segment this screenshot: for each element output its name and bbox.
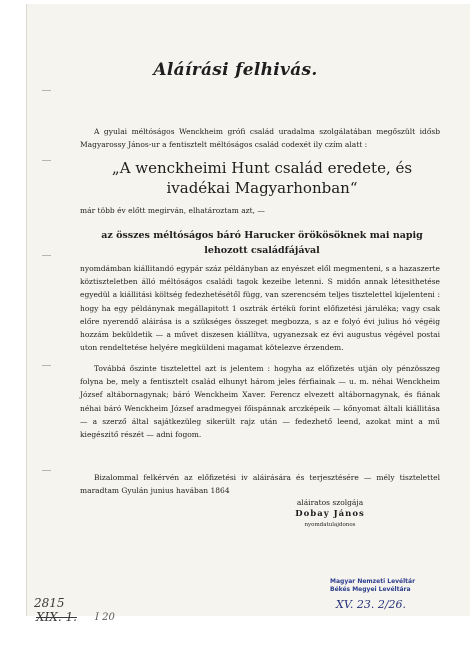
after-title-text: már több év előtt megirván, elhatároztam azt, — — [80, 206, 265, 215]
handwritten-code: XIX. 1. — [36, 610, 77, 624]
signature-block — [270, 497, 390, 530]
stamp-line: Magyar Nemzeti Levéltár — [330, 578, 416, 585]
document-title: Aláírási felhivás. — [153, 60, 318, 80]
signature-title: nyomdatulajdonos — [304, 522, 356, 528]
closing-paragraph: Bizalommal felkérvén az előfizetési iv aláirására és terjesztésére — mély tisztelettel maradtam Gyulán junius havában 1864 — [80, 473, 440, 496]
second-paragraph: Továbbá őszinte tisztelettel azt is jelentem : hogyha az előfizetés utján oly pénzösszeg folyna be, mely a fentisztelt család elhunyt három jeles férfiainak — u. m. néhai Wenckheim József altábornagynak; báró Wenckheim Xaver. Ferencz elvezett altábornagynak, és fiának néhai báró Wenckheim József aradmegyei főispánnak arczképeik — kőnyomat általi kiállitása — a szerző által sajátkezüleg sikerült rajz után — fedezhető leend, azokat mint a mű kiegészitő részét — adni fogom. — [80, 364, 440, 440]
margin-tick — [42, 90, 51, 91]
handwritten-number: 2815 — [34, 596, 65, 610]
signature-name: Dobay János — [295, 509, 365, 519]
margin-tick — [42, 470, 51, 471]
shelf-mark: XV. 23. 2/26. — [336, 598, 407, 611]
margin-tick — [42, 255, 51, 256]
margin-tick — [42, 365, 51, 366]
signature-line: aláiratos szolgája — [296, 498, 364, 507]
handwritten-note: I 20 — [95, 612, 115, 623]
main-paragraph: nyomdámban kiállitandó egypár száz példányban az enyészet elől megmenteni, s a hazaszerte köztiszteletben álló méltóságos családi tagok kezeibe letenni. S midőn annak létesithetése egyedül a kiállitási költség fedezhetésétől függ, van szerencsém teljes tisztelettel kijelenteni : hogy ha egy példánynak megállapitott 1 osztrák értékü forint előfizetési járuléka; vagy csak előre nyerendő aláirása is a szükséges összeget megbozza, s az e folyó évi julius hó végéig hozzám beküldetik — a művet diszesen kiállítva, ugyanezsak ez évi augustus végével postai uton rendeltetése helyére megküldeni magamat kötelezve érzendem. — [80, 264, 440, 353]
stamp-line: Békés Megyei Levéltára — [330, 586, 411, 593]
highlight-heading: az összes méltóságos báró Harucker örökösöknek mai napig lehozott családfájával — [101, 230, 423, 256]
margin-tick — [42, 160, 51, 161]
intro-paragraph: A gyulai méltóságos Wenckheim grófi család uradalma szolgálatában megőszült idősb Magyarossy János-ur a fentisztelt méltóságos család codexét ily czím alatt : — [80, 127, 440, 150]
book-title: „A wenckheimi Hunt család eredete, és ivadékai Magyarhonban“ — [111, 159, 413, 197]
